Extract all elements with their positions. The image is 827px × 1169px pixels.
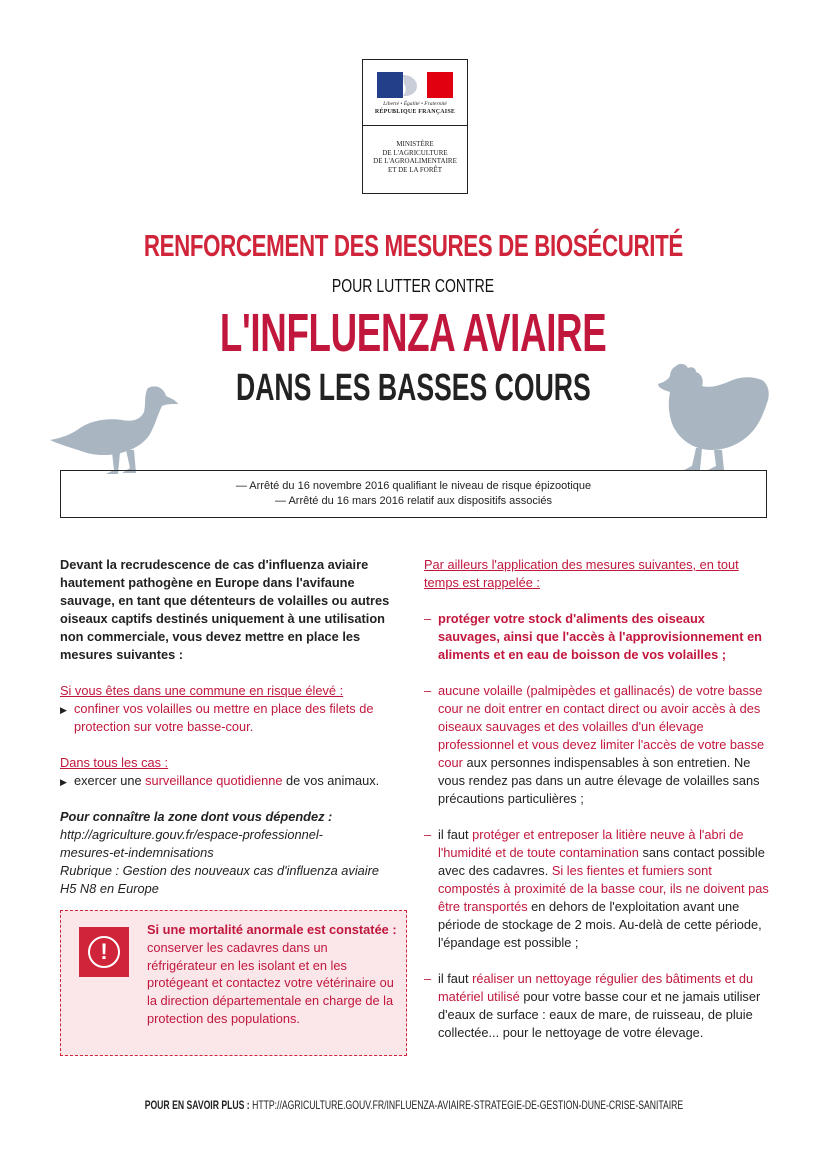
right-heading: Par ailleurs l'application des mesures suivantes, en tout temps est rappelée :: [424, 557, 739, 590]
all-cases-heading: Dans tous les cas :: [60, 755, 169, 770]
decrees-box: [60, 470, 767, 518]
right-column: [424, 556, 769, 1042]
decree-line: — Arrêté du 16 novembre 2016 qualifiant le niveau de risque épizootique: [235, 480, 592, 492]
marianne-flag-icon: [377, 72, 453, 98]
title-line-2: POUR LUTTER CONTRE: [332, 276, 495, 296]
decree-line: — Arrêté du 16 mars 2016 relatif aux dispositifs associés: [275, 495, 552, 507]
all-cases-item: ▶ exercer une surveillance quotidienne de vos animaux.: [60, 772, 408, 790]
footer-label: POUR EN SAVOIR PLUS :: [144, 1098, 252, 1112]
alert-text: Si une mortalité anormale est constatée : conserver les cadavres dans un réfrigérateur en les isolant et en les protégeant et contactez votre vétérinaire ou la direction départementale en charge de la protection des populations.: [147, 922, 397, 1026]
intro-text: Devant la recrudescence de cas d'influenza aviaire hautement pathogène en Europe dans l'avifaune sauvage, en tant que détenteurs de volailles ou autres oiseaux captifs destinés uniquement à une utilisation non commerciale, vous devez mettre en place les mesures suivantes :: [60, 557, 390, 662]
footer-link[interactable]: HTTP://AGRICULTURE.GOUV.FR/INFLUENZA-AVIAIRE-STRATEGIE-DE-GESTION-DUNE-CRISE-SANITAIRE: [251, 1098, 683, 1112]
title-line-4: DANS LES BASSES COURS: [236, 367, 591, 409]
measure-item-1: – protéger votre stock d'aliments des oiseaux sauvages, ainsi que l'accès à l'approvisionnement en aliments et en eau de boisson de vos volailles ;: [424, 611, 763, 662]
measure-item-4: – il faut réaliser un nettoyage régulier des bâtiments et du matériel utilisé pour votre basse cour et ne jamais utiliser d'eaux de surface : eaux de mare, de ruisseau, de pluie collectée... pour le nettoyage de votre élevage.: [424, 971, 761, 1040]
duck-silhouette-icon: [48, 382, 180, 476]
measure-item-2: – aucune volaille (palmipèdes et gallinacés) de votre basse cour ne doit entrer en contact direct ou avoir accès à des oiseaux sauvages et des volailles d'un élevage professionnel et vous devez limiter l'accès de votre basse cour aux personnes indispensables à son entretien. Ne vous rendez pas dans un autre élevage de volailles sans précautions particulières ;: [424, 683, 765, 806]
title-line-3: L'INFLUENZA AVIAIRE: [220, 303, 607, 363]
logo-ministry: MINISTÈRE DE L'AGRICULTURE DE L'AGROALIMENTAIRE ET DE LA FORÊT: [373, 140, 457, 174]
logo-motto: Liberté • Égalité • Fraternité: [383, 101, 447, 107]
title-line-1: RENFORCEMENT DES MESURES DE BIOSÉCURITÉ: [143, 228, 684, 263]
zone-rubric: Rubrique : Gestion des nouveaux cas d'influenza aviaire H5 N8 en Europe: [60, 863, 380, 896]
arrow-bullet-icon: ▶: [60, 705, 67, 715]
high-risk-item: ▶ confiner vos volailles ou mettre en place des filets de protection sur votre basse-cour.: [60, 701, 374, 734]
zone-heading: Pour connaître la zone dont vous dépendez :: [60, 809, 333, 824]
arrow-bullet-icon: ▶: [60, 777, 67, 787]
logo-republic: RÉPUBLIQUE FRANÇAISE: [374, 109, 456, 115]
left-column: [60, 556, 408, 898]
high-risk-heading: Si vous êtes dans une commune en risque élevé :: [60, 683, 344, 698]
republic-logo: [362, 59, 468, 194]
zone-link[interactable]: http://agriculture.gouv.fr/espace-professionnel- mesures-et-indemnisations: [60, 827, 323, 860]
footer: [0, 1098, 827, 1112]
alert-box: [60, 910, 407, 1056]
hen-silhouette-icon: [656, 362, 772, 474]
measure-item-3: – il faut protéger et entreposer la litière neuve à l'abri de l'humidité et de toute contamination sans contact possible avec des cadavres. Si les fientes et fumiers sont compostés à proximité de la basse cour, ils ne doivent pas être transportés en dehors de l'exploitation avant une période de stockage de 2 mois. Au-delà de cette période, l'épandage est possible ;: [424, 827, 769, 950]
exclamation-icon: !: [79, 927, 129, 977]
